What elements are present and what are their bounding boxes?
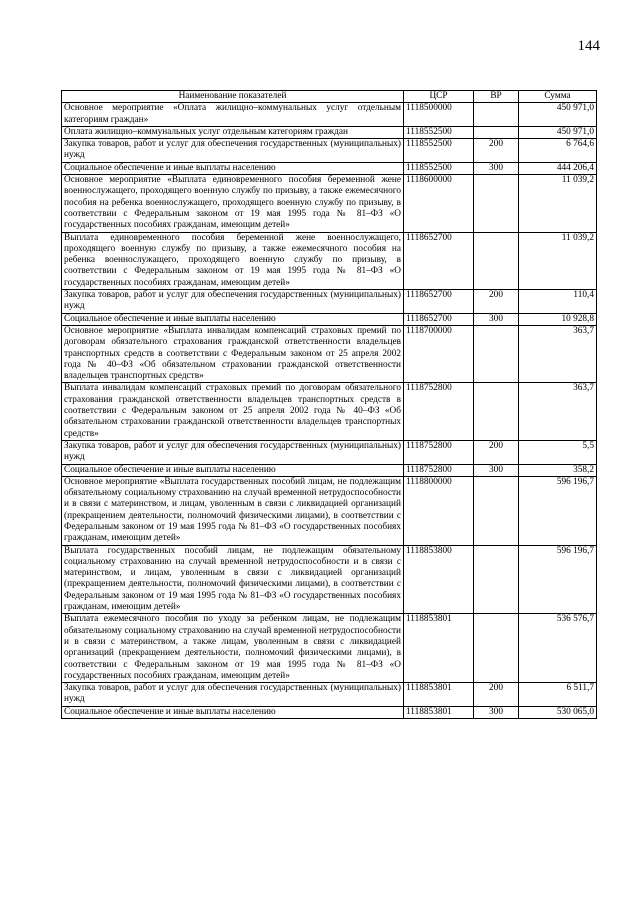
row-sum: 530 065,0 — [519, 706, 597, 718]
table-row — [62, 325, 597, 382]
row-sum: 10 928,8 — [519, 313, 597, 325]
row-csr: 1118600000 — [404, 175, 474, 232]
row-csr: 1118652700 — [404, 290, 474, 314]
table-row — [62, 232, 597, 289]
header-name: Наименование показателей — [62, 91, 404, 103]
row-csr: 1118853801 — [404, 614, 474, 683]
row-csr: 1118853801 — [404, 683, 474, 707]
row-name: Социальное обеспечение и иные выплаты населению — [62, 464, 404, 476]
row-csr: 1118853801 — [404, 706, 474, 718]
row-vr: 200 — [474, 290, 519, 314]
row-sum: 596 196,7 — [519, 476, 597, 545]
row-name: Закупка товаров, работ и услуг для обеспечения государственных (муниципальных) нужд — [62, 683, 404, 707]
row-csr: 1118552500 — [404, 139, 474, 163]
row-csr: 1118652700 — [404, 313, 474, 325]
row-sum: 363,7 — [519, 325, 597, 382]
header-sum: Сумма — [519, 91, 597, 103]
row-name: Закупка товаров, работ и услуг для обеспечения государственных (муниципальных) нужд — [62, 290, 404, 314]
table-row — [62, 126, 597, 138]
table-header-row — [62, 91, 597, 103]
row-csr: 1118652700 — [404, 232, 474, 289]
table-row — [62, 290, 597, 314]
row-sum: 5,5 — [519, 440, 597, 464]
table-row — [62, 383, 597, 440]
row-vr — [474, 545, 519, 614]
row-csr: 1118552500 — [404, 162, 474, 174]
row-name: Выплата ежемесячного пособия по уходу за ребенком лицам, не подлежащим обязательному социальному страхованию на случай временной нетрудоспособности и в связи с материнством, а также лицам, уволенным в связи с ликвидацией организаций (прекращением деятельности, полномочий физическими лицами), в соответствии с Федеральным законом от 19 мая 1995 года № 81–ФЗ «О государственных пособиях гражданам, имеющим детей» — [62, 614, 404, 683]
row-name: Основное мероприятие «Выплата инвалидам компенсаций страховых премий по договорам обязательного страхования гражданской ответственности владельцев транспортных средств в соответствии с Федеральным законом от 25 апреля 2002 года № 40–ФЗ «Об обязательном страховании гражданской ответственности владельцев транспортных средств» — [62, 325, 404, 382]
table-row — [62, 162, 597, 174]
row-name: Социальное обеспечение и иные выплаты населению — [62, 313, 404, 325]
row-name: Закупка товаров, работ и услуг для обеспечения государственных (муниципальных) нужд — [62, 139, 404, 163]
row-vr: 300 — [474, 313, 519, 325]
row-vr — [474, 103, 519, 127]
row-sum: 444 206,4 — [519, 162, 597, 174]
row-name: Оплата жилищно–коммунальных услуг отдельным категориям граждан — [62, 126, 404, 138]
row-sum: 6 511,7 — [519, 683, 597, 707]
row-sum: 450 971,0 — [519, 126, 597, 138]
header-csr: ЦСР — [404, 91, 474, 103]
row-csr: 1118800000 — [404, 476, 474, 545]
table-row — [62, 706, 597, 718]
row-vr — [474, 614, 519, 683]
row-sum: 358,2 — [519, 464, 597, 476]
row-csr: 1118552500 — [404, 126, 474, 138]
row-name: Выплата государственных пособий лицам, не подлежащим обязательному социальному страхованию на случай временной нетрудоспособности и в связи с материнством, и лицам, уволенным в связи с ликвидацией организаций (прекращением деятельности, полномочий физическими лицами), в соответствии с Федеральным законом от 19 мая 1995 года № 81–ФЗ «О государственных пособиях гражданам, имеющим детей» — [62, 545, 404, 614]
row-name: Социальное обеспечение и иные выплаты населению — [62, 162, 404, 174]
row-name: Основное мероприятие «Выплата государственных пособий лицам, не подлежащим обязательному социальному страхованию на случай временной нетрудоспособности и в связи с материнством, и лицам, уволенным в связи с ликвидацией организаций (прекращением деятельности, полномочий физическими лицами), в соответствии с Федеральным законом от 19 мая 1995 года № 81–ФЗ «О государственных пособиях гражданам, имеющим детей» — [62, 476, 404, 545]
row-vr: 300 — [474, 162, 519, 174]
budget-table — [61, 90, 597, 719]
row-vr — [474, 175, 519, 232]
row-vr: 300 — [474, 464, 519, 476]
row-vr — [474, 383, 519, 440]
page-number: 144 — [577, 38, 600, 54]
row-sum: 450 971,0 — [519, 103, 597, 127]
table-row — [62, 683, 597, 707]
row-sum: 596 196,7 — [519, 545, 597, 614]
row-csr: 1118700000 — [404, 325, 474, 382]
table-row — [62, 614, 597, 683]
table-row — [62, 440, 597, 464]
row-sum: 110,4 — [519, 290, 597, 314]
table-row — [62, 175, 597, 232]
row-sum: 11 039,2 — [519, 175, 597, 232]
table-row — [62, 139, 597, 163]
row-vr: 200 — [474, 139, 519, 163]
row-sum: 536 576,7 — [519, 614, 597, 683]
row-csr: 1118752800 — [404, 383, 474, 440]
row-vr — [474, 126, 519, 138]
row-vr — [474, 325, 519, 382]
row-vr — [474, 232, 519, 289]
row-sum: 363,7 — [519, 383, 597, 440]
row-csr: 1118500000 — [404, 103, 474, 127]
row-name: Социальное обеспечение и иные выплаты населению — [62, 706, 404, 718]
header-vr: ВР — [474, 91, 519, 103]
table-body — [62, 103, 597, 719]
row-name: Выплата единовременного пособия беременной жене военнослужащего, проходящего военную службу по призыву, а также ежемесячного пособия на ребенка военнослужащего, проходящего военную службу по призыву, в соответствии с Федеральным законом от 19 мая 1995 года № 81–ФЗ «О государственных пособиях гражданам, имеющим детей» — [62, 232, 404, 289]
row-sum: 11 039,2 — [519, 232, 597, 289]
row-vr — [474, 476, 519, 545]
row-vr: 200 — [474, 440, 519, 464]
row-csr: 1118853800 — [404, 545, 474, 614]
table-row — [62, 313, 597, 325]
row-name: Выплата инвалидам компенсаций страховых премий по договорам обязательного страхования гражданской ответственности владельцев транспортных средств в соответствии с Федеральным законом от 25 апреля 2002 года № 40–ФЗ «Об обязательном страховании гражданской ответственности владельцев транспортных средств» — [62, 383, 404, 440]
row-name: Основное мероприятие «Выплата единовременного пособия беременной жене военнослужащего, проходящего военную службу по призыву, а также ежемесячного пособия на ребенка военнослужащего, проходящего военную службу по призыву, в соответствии с Федеральным законом от 19 мая 1995 года № 81–ФЗ «О государственных пособиях гражданам, имеющим детей» — [62, 175, 404, 232]
row-name: Основное мероприятие «Оплата жилищно–коммунальных услуг отдельным категориям граждан» — [62, 103, 404, 127]
table-row — [62, 464, 597, 476]
table-row — [62, 476, 597, 545]
table-row — [62, 545, 597, 614]
row-vr: 300 — [474, 706, 519, 718]
row-vr: 200 — [474, 683, 519, 707]
row-csr: 1118752800 — [404, 440, 474, 464]
row-name: Закупка товаров, работ и услуг для обеспечения государственных (муниципальных) нужд — [62, 440, 404, 464]
row-csr: 1118752800 — [404, 464, 474, 476]
table-row — [62, 103, 597, 127]
row-sum: 6 764,6 — [519, 139, 597, 163]
